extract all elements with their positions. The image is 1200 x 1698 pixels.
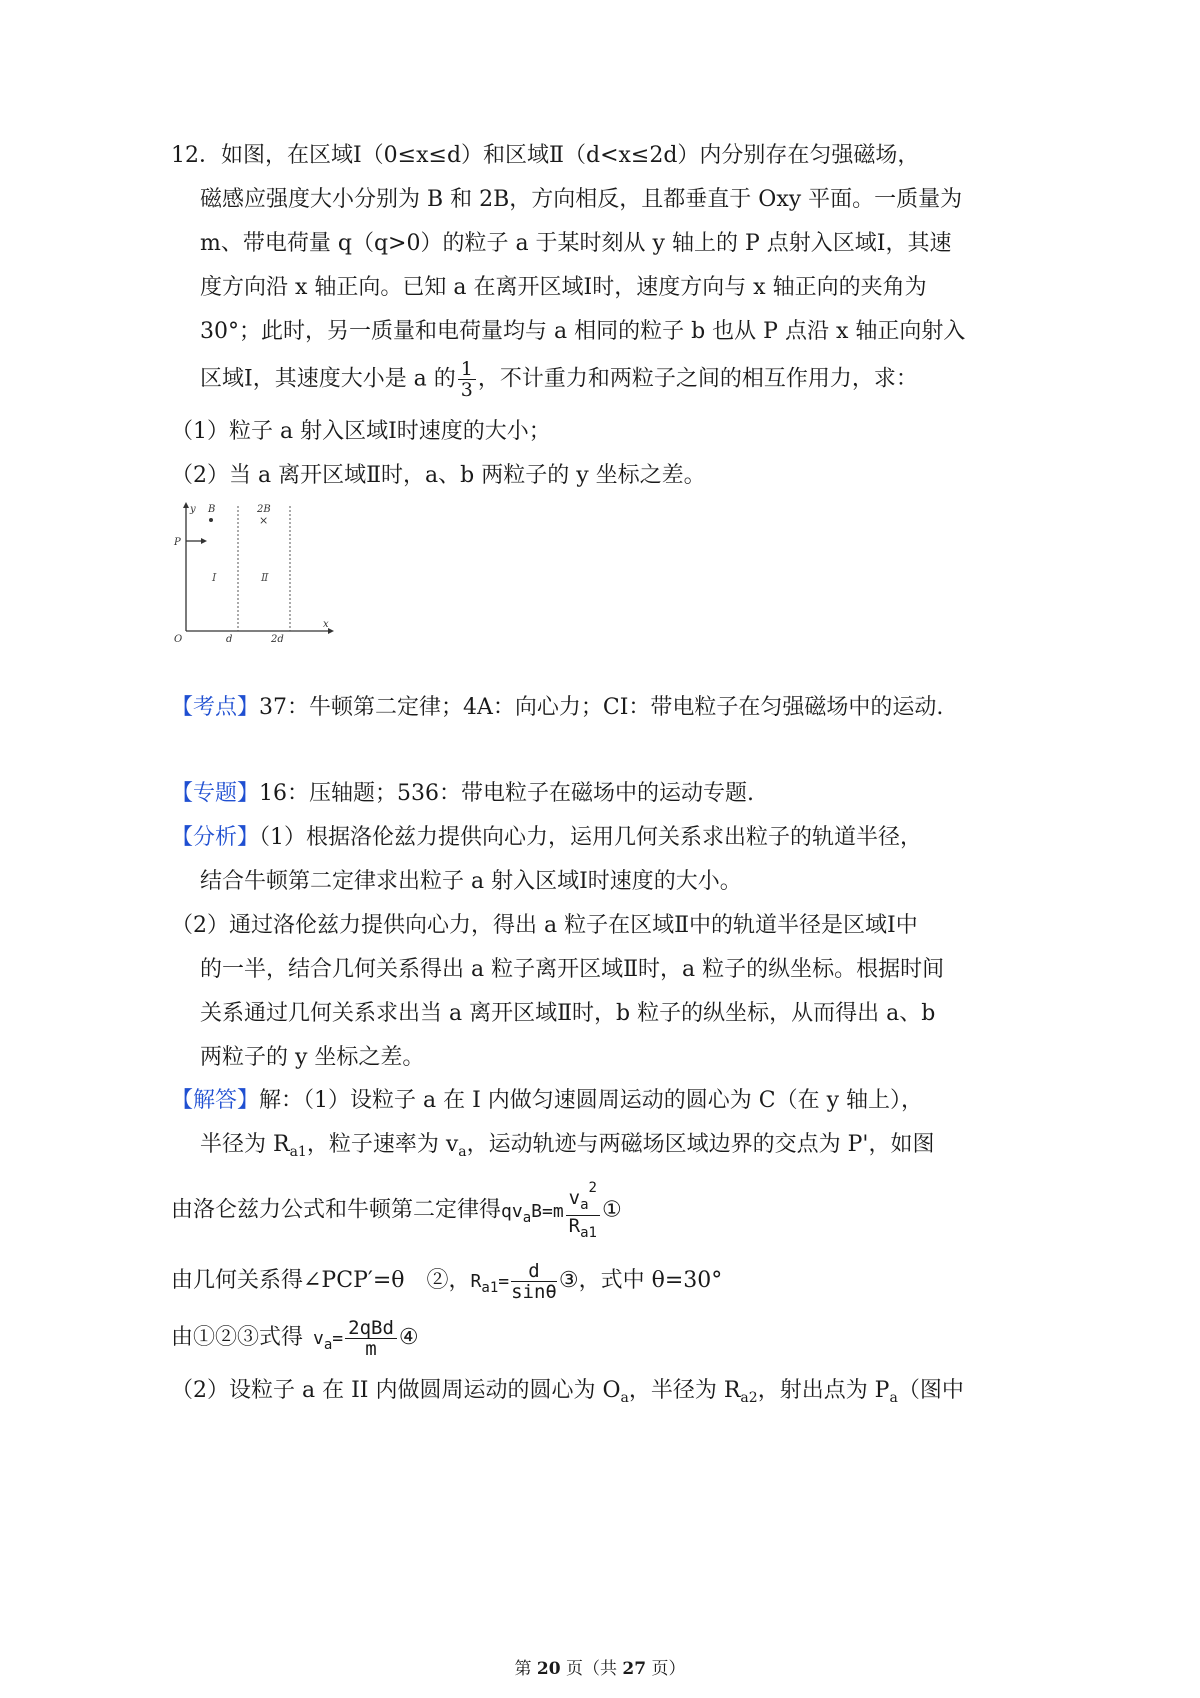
eq2-denominator: sinθ (511, 1280, 557, 1303)
eq2-numerator: d (511, 1261, 557, 1282)
question-1: （1）粒子 a 射入区域Ⅰ时速度的大小； (171, 419, 551, 444)
magnetic-field-figure (168, 500, 338, 645)
fenxi-line-1 (171, 823, 922, 853)
field-2b-label: 2B (257, 504, 271, 515)
page-footer (0, 1654, 1200, 1679)
eq1-numerator (566, 1178, 600, 1216)
problem-line-4: 度方向沿 x 轴正向。已知 a 在离开区域Ⅰ时，速度方向与 x 轴正向的夹角为 (200, 275, 927, 300)
subscript-a: a (458, 1144, 467, 1160)
eq1-lhs-sub: a (522, 1209, 532, 1226)
eq3-numerator: 2qBd (345, 1318, 397, 1339)
jieda-line-1 (171, 1086, 923, 1116)
equation-2-suffix: ，式中 θ=30° (578, 1268, 723, 1293)
equation-3-prefix: 由①②③式得 (171, 1325, 304, 1350)
eq1-num-sup: 2 (588, 1180, 597, 1196)
fenxi-text-1: （1）根据洛伦兹力提供向心力，运用几何关系求出粒子的轨道半径， (259, 825, 923, 850)
equation-2-fraction (511, 1261, 557, 1302)
equation-1-line (171, 1178, 622, 1243)
y-axis-arrow (183, 502, 189, 508)
equation-1-fraction (566, 1178, 600, 1243)
fenxi-line-6: 两粒子的 y 坐标之差。 (200, 1045, 425, 1070)
fenxi-line-2: 结合牛顿第二定律求出粒子 a 射入区域Ⅰ时速度的大小。 (200, 869, 742, 894)
jieda-line-2-b: ，粒子速率为 v (306, 1132, 459, 1157)
problem-line-6 (200, 359, 918, 400)
question-2: （2）当 a 离开区域Ⅱ时，a、b 两粒子的 y 坐标之差。 (171, 463, 706, 488)
footer-mid: 页（共 (560, 1659, 623, 1679)
eq2-lhs-sub: a1 (481, 1280, 499, 1296)
tick-2d-label: 2d (271, 634, 284, 645)
jieda-part-2-a: （2）设粒子 a 在 II 内做圆周运动的圆心为 O (171, 1378, 621, 1403)
footer-pre: 第 (514, 1659, 537, 1679)
equation-1-lhs (501, 1200, 564, 1226)
fenxi-line-5: 关系通过几何关系求出当 a 离开区域Ⅱ时，b 粒子的纵坐标，从而得出 a、b (200, 1001, 936, 1026)
equation-3-line (171, 1316, 419, 1367)
tick-d-label: d (226, 634, 233, 645)
equation-2-lhs (470, 1271, 510, 1296)
jieda-line-2-c: ，运动轨迹与两磁场区域边界的交点为 P'，如图 (466, 1132, 935, 1157)
footer-post: 页） (646, 1659, 686, 1679)
equation-1-mark: ① (601, 1197, 622, 1223)
equation-2-line (171, 1259, 722, 1310)
fenxi-line-3: （2）通过洛伦兹力提供向心力，得出 a 粒子在区域Ⅱ中的轨道半径是区域Ⅰ中 (171, 913, 918, 938)
eq2-equals: = (498, 1271, 510, 1292)
y-axis-label: y (190, 504, 196, 515)
equation-1-prefix: 由洛仑兹力公式和牛顿第二定律得 (171, 1197, 502, 1223)
zhuanti-tag: 【专题】 (171, 781, 260, 806)
jieda-line-2 (200, 1130, 934, 1167)
fenxi-line-4: 的一半，结合几何关系得出 a 粒子离开区域Ⅱ时，a 粒子的纵坐标。根据时间 (200, 957, 945, 982)
problem-line-6-end: ，不计重力和两粒子之间的相互作用力，求： (477, 366, 918, 392)
x-axis-arrow (328, 628, 334, 634)
eq3-lhs-text: v (313, 1328, 324, 1349)
problem-line-1: 12．如图，在区域Ⅰ（0≤x≤d）和区域Ⅱ（d<x≤2d）内分别存在匀强磁场， (171, 143, 920, 168)
fraction-numerator: 1 (458, 359, 476, 380)
subscript-oa: a (620, 1390, 629, 1406)
region-1-label: Ⅰ (212, 571, 217, 584)
footer-total-pages: 27 (622, 1659, 647, 1679)
kaodian-text: 37：牛顿第二定律；4A：向心力；CI：带电粒子在匀强磁场中的运动. (259, 695, 944, 720)
problem-line-6-start: 区域Ⅰ，其速度大小是 a 的 (200, 366, 456, 392)
field-into-cross: × (259, 514, 269, 527)
x-axis-label: x (323, 619, 329, 630)
jieda-part-2-d: （图中 (897, 1378, 964, 1403)
eq3-equals: = (332, 1328, 344, 1349)
jieda-part-2-c: ，射出点为 P (757, 1378, 890, 1403)
subscript-a1: a1 (289, 1144, 307, 1160)
eq1-lhs-text: qv (501, 1200, 523, 1222)
problem-line-2: 磁感应强度大小分别为 B 和 2B，方向相反，且都垂直于 Oxy 平面。一质量为 (200, 187, 963, 212)
zhuanti-text: 16：压轴题；536：带电粒子在磁场中的运动专题. (259, 781, 754, 806)
kaodian-tag: 【考点】 (171, 695, 260, 720)
jieda-text-1: 解：（1）设粒子 a 在 I 内做匀速圆周运动的圆心为 C（在 y 轴上）， (259, 1088, 924, 1113)
jieda-tag: 【解答】 (171, 1088, 260, 1113)
kaodian-line (171, 693, 943, 723)
region-2-label: Ⅱ (261, 571, 269, 584)
eq1-denominator (566, 1216, 600, 1243)
eq1-den-r: R (568, 1215, 581, 1237)
footer-page-number: 20 (536, 1659, 561, 1679)
field-out-dot (209, 518, 213, 522)
eq3-lhs-sub: a (323, 1337, 333, 1353)
equation-3-mark: ④ (398, 1325, 419, 1350)
field-b-label: B (208, 504, 216, 515)
eq1-den-sub: a1 (580, 1225, 597, 1241)
eq1-num-v: v (568, 1187, 581, 1209)
equation-3-lhs (313, 1328, 344, 1353)
eq3-denominator: m (365, 1337, 377, 1360)
fenxi-tag: 【分析】 (171, 825, 260, 850)
eq1-mid: B=m (531, 1200, 564, 1222)
subscript-a2: a2 (740, 1390, 758, 1406)
subscript-pa: a (889, 1390, 898, 1406)
jieda-part-2-b: ，半径为 R (628, 1378, 741, 1403)
eq2-lhs-text: R (470, 1271, 482, 1292)
zhuanti-line (171, 779, 754, 809)
problem-line-5: 30°；此时，另一质量和电荷量均与 a 相同的粒子 b 也从 P 点沿 x 轴正向射入 (200, 319, 966, 344)
jieda-line-2-a: 半径为 R (200, 1132, 290, 1157)
equation-3-fraction (345, 1318, 397, 1359)
velocity-arrow-head (201, 538, 207, 544)
fraction-denominator: 3 (460, 379, 473, 401)
point-p-label: P (174, 537, 181, 548)
eq1-num-sub: a (580, 1197, 589, 1213)
problem-line-3: m、带电荷量 q（q>0）的粒子 a 于某时刻从 y 轴上的 P 点射入区域Ⅰ，其速 (200, 231, 952, 256)
equation-2-mark: ③ (558, 1268, 579, 1293)
jieda-part-2-line (171, 1376, 964, 1413)
fraction-one-third (458, 359, 476, 400)
origin-label: O (174, 634, 183, 645)
equation-2-prefix: 由几何关系得∠PCP′=θ ②， (171, 1268, 471, 1293)
